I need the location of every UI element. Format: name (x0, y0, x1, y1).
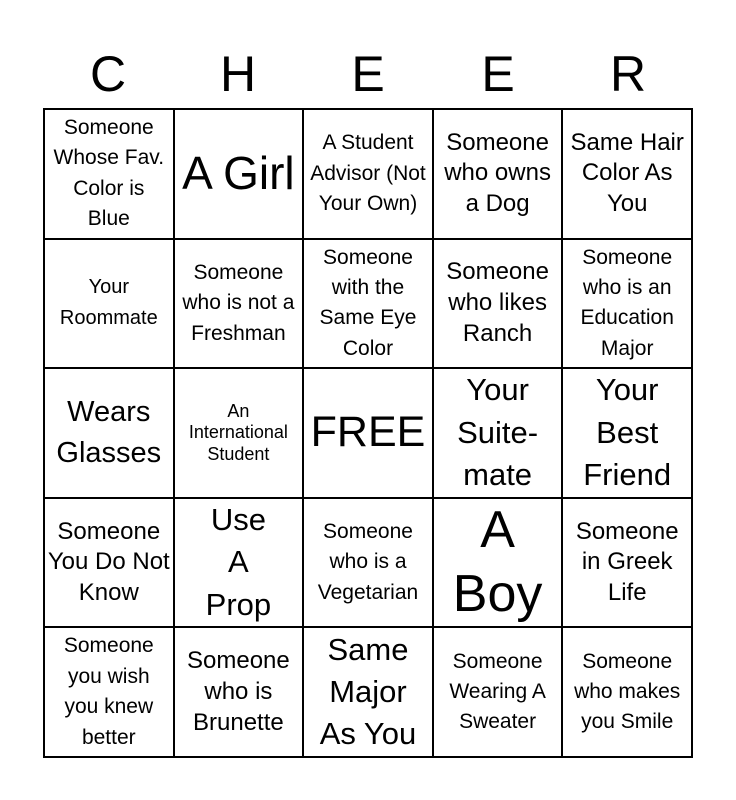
bingo-cell[interactable]: Wears Glasses (44, 368, 174, 498)
header-letter: R (609, 46, 647, 102)
header-letter: C (89, 46, 127, 102)
bingo-cell[interactable]: Your Roommate (44, 239, 174, 369)
free-space[interactable]: FREE (303, 368, 433, 498)
bingo-cell[interactable]: Someone who likes Ranch (433, 239, 563, 369)
bingo-cell[interactable]: Someone you wish you knew better (44, 627, 174, 757)
bingo-board (43, 108, 693, 758)
bingo-cell[interactable]: Same Hair Color As You (562, 109, 692, 239)
bingo-cell[interactable]: Someone who owns a Dog (433, 109, 563, 239)
bingo-cell[interactable]: Someone who is Brunette (174, 627, 304, 757)
bingo-cell[interactable]: Same Major As You (303, 627, 433, 757)
bingo-cell[interactable]: A Girl (174, 109, 304, 239)
header-letter: H (219, 46, 257, 102)
bingo-cell[interactable]: Someone who is an Education Major (562, 239, 692, 369)
bingo-cell[interactable]: Someone Wearing A Sweater (433, 627, 563, 757)
header-letter: E (481, 46, 515, 102)
bingo-cell[interactable]: Your Best Friend (562, 368, 692, 498)
bingo-cell[interactable]: A Boy (433, 498, 563, 628)
bingo-cell[interactable]: Someone who makes you Smile (562, 627, 692, 757)
bingo-cell[interactable]: Someone who is not a Freshman (174, 239, 304, 369)
header-letter: E (351, 46, 385, 102)
bingo-cell[interactable]: Someone You Do Not Know (44, 498, 174, 628)
bingo-cell[interactable]: Someone who is a Vegetarian (303, 498, 433, 628)
bingo-cell[interactable]: An International Student (174, 368, 304, 498)
bingo-cell[interactable]: Use A Prop (174, 498, 304, 628)
bingo-cell[interactable]: Someone in Greek Life (562, 498, 692, 628)
bingo-cell[interactable]: Your Suite-mate (433, 368, 563, 498)
bingo-cell[interactable]: A Student Advisor (Not Your Own) (303, 109, 433, 239)
bingo-header (43, 40, 693, 108)
bingo-cell[interactable]: Someone Whose Fav. Color is Blue (44, 109, 174, 239)
bingo-cell[interactable]: Someone with the Same Eye Color (303, 239, 433, 369)
